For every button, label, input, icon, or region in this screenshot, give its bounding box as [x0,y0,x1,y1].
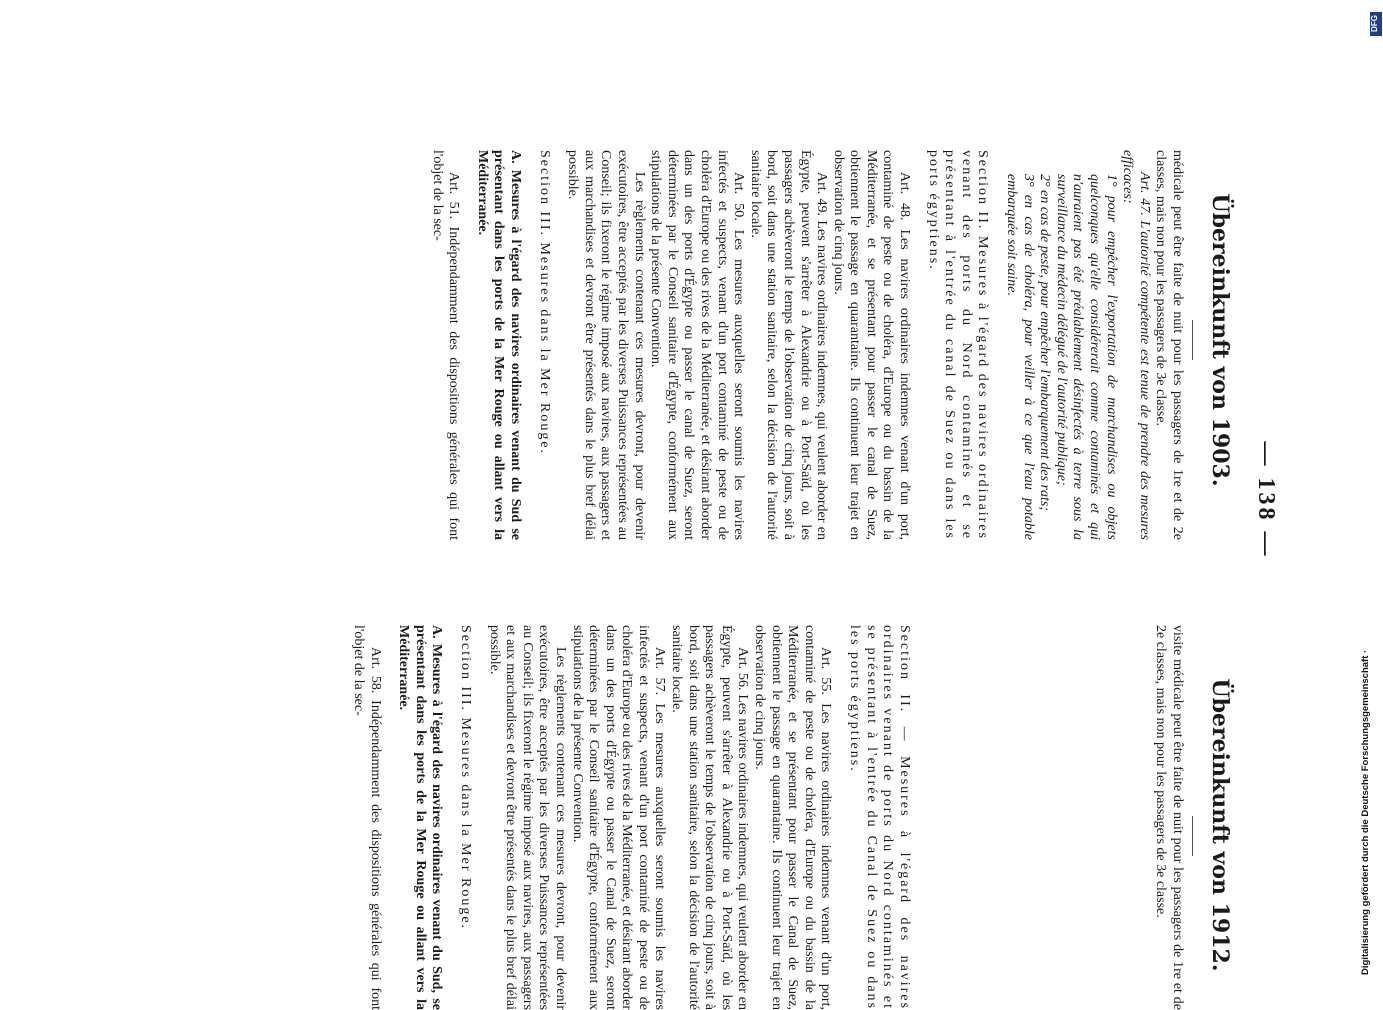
paragraph: Art. 57. Les mesures auxquelles seront soumis les navires infectés et suspects, venant d'un port contaminé de peste ou de choléra d'Europe ou des rives de la Méditerranée, et désirant aborder dans un des ports d'Égypte ou passer le Canal de Suez, seront déterminées par le Conseil sanitaire d'Égypte, conformément aux stipulations de la présente Convention. [569,625,668,1010]
paragraph: Art. 51. Indépendamment des dispositions générales qui font l'objet de la sec- [429,150,462,540]
paragraph: Les règlements contenant ces mesures devront, pour devenir exécutoires, être acceptés par les diverses Puissances représentées au Conseil; ils fixeront le régime imposé aux navires, aux passagers et aux marchandises et devront être présentés dans le plus bref délai possible. [565,150,647,540]
section-heading: Section II. Mesures à l'égard des navires ordinaires venant des ports du Nord contaminés et se présentant à l'entrée du canal de Suez ou dans les ports égyptiens. [925,150,991,540]
section-heading: Section III. Mesures dans la Mer Rouge. [536,150,552,456]
left-column-header: Übereinkunft von 1903. [1207,193,1233,487]
list-item: 3° en cas de choléra, pour veiller à ce que l'eau potable embarquée soit saine. [1004,174,1036,540]
right-column-header: Übereinkunft von 1912. [1207,678,1233,972]
page-number: — 138 — [1253,441,1279,559]
header-rule [1192,320,1193,360]
paragraph: Art. 58. Indépendamment des dispositions générales qui font l'objet de la sec- [351,625,383,1010]
left-column-1903 [428,150,1185,540]
header-rule [1192,816,1193,856]
subsection-heading: A. Mesures à l'égard des navires ordinaires venant du Sud, se présentant dans les ports de la Mer Rouge ou allant vers la Méditerranée. [396,625,445,1010]
paragraph: Art. 47. L'autorité compétente est tenue de prendre des mesures efficaces: [1120,150,1152,540]
list-item: 1° pour empêcher l'exportation de marchandises ou objets quelconques qu'elle considérerait comme contaminés et qui n'auraient pas été préalablement désinfectés à terre sous la surveillance du médecin délégué de l'autorité publique; [1053,174,1119,540]
paragraph: médicale peut être faite de nuit pour les passagers de 1re et de 2e classes, mais non pour les passagers de 3e classe. [1153,150,1185,540]
digitization-credit: Digitalisierung gefördert durch die Deutsche Forschungsgemeinschaft · [1360,649,1371,975]
paragraph: Art. 50. Les mesures auxquelles seront soumis les navires infectés et suspects, venant d'un port contaminé de peste ou de choléra d'Europe ou des rives de la Méditerranée, et désirant aborder dans un des ports d'Égypte ou passer le canal de Suez, seront déterminées par le Conseil sanitaire d'Égypte, conformément aux stipulations de la présente Convention. [648,150,747,540]
paragraph: Art. 56. Les navires ordinaires indemnes, qui veulent aborder en Égypte, peuvent s'arrêter à Alexandrie ou à Port-Saïd, où les passagers achèveront le temps de l'observation de cinq jours, soit à bord, soit dans une station sanitaire, selon la décision de l'autorité sanitaire locale. [669,625,751,1010]
section-heading: Section II. — Mesures à l'égard des navires ordinaires venant de ports du Nord contaminés et se présentant à l'entrée du Canal de Suez ou dans les ports égyptiens. [847,625,912,1010]
paragraph: visite médicale peut être faite de nuit pour les passagers de 1re et de 2e classes, mais non pour les passagers de 3e classe. [1153,625,1185,1010]
paragraph: Les règlements contenant ces mesures devront, pour devenir exécutoires, être acceptés par les diverses Puissances représentées au Conseil; ils fixeront le régime imposé aux navires, aux passagers et aux marchandises et devront être présentés dans le plus bref délai possible. [486,625,568,1010]
right-column-1912 [349,625,1185,1010]
list-item: 2° en cas de peste, pour empêcher l'embarquement des rats; [1037,174,1053,511]
subsection-heading: A. Mesures à l'égard des navires ordinaires venant du Sud se présentant dans les ports de la Mer Rouge ou allant vers la Méditerranée. [474,150,524,540]
dfg-logo: DFG [1370,12,1382,36]
paragraph: Art. 49. Les navires ordinaires indemnes, qui veulent aborder en Égypte, peuvent s'arrêter à Alexandrie ou à Port-Saïd, où les passagers achèveront le temps de l'observation de cinq jours, soit à bord, soit dans une station sanitaire, selon la décision de l'autorité sanitaire locale. [747,150,830,540]
paragraph: Art. 48. Les navires ordinaires indemnes venant d'un port, contaminé de peste ou de choléra, d'Europe ou du bassin de la Méditerranée, et se présentant pour passer le canal de Suez, obtiennent le passage en quarantaine. Ils continuent leur trajet en observation de cinq jours. [830,150,913,540]
section-heading: Section III. Mesures dans la Mer Rouge. [457,625,473,931]
paragraph: Art. 55. Les navires ordinaires indemnes venant d'un port, contaminé de peste ou de choléra, d'Europe ou du bassin de la Méditerranée, et se présentant pour passer le Canal de Suez, obtiennent le passage en quarantaine. Ils continuent leur trajet en observation de cinq jours. [752,625,834,1010]
